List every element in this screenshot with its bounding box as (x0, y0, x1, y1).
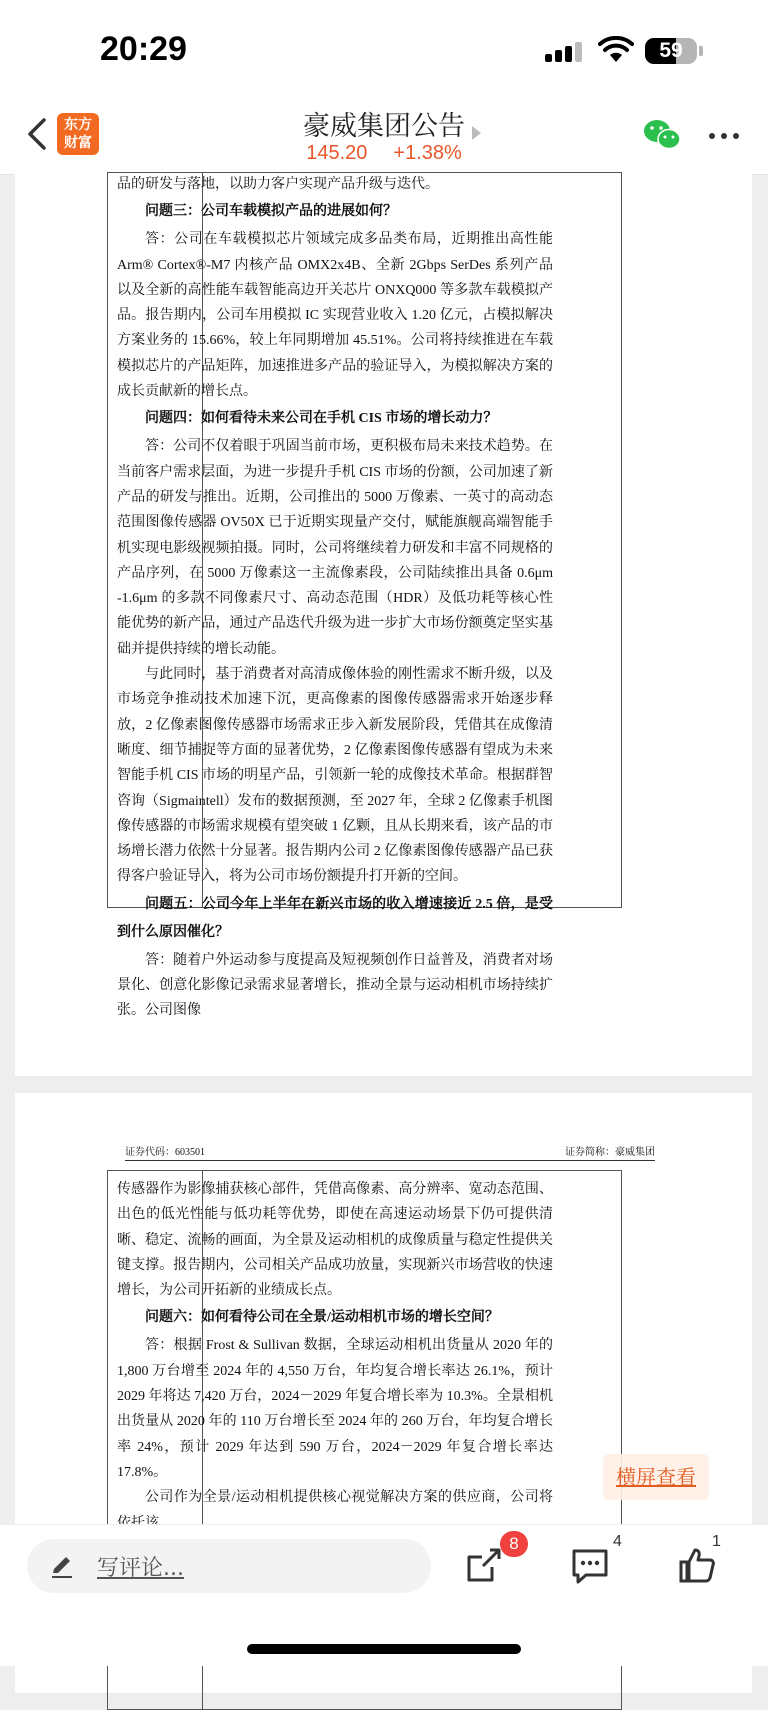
share-icon[interactable] (464, 1545, 504, 1585)
status-time: 20:29 (100, 30, 187, 68)
stock-short-name: 证券简称：豪威集团 (565, 1147, 655, 1158)
answer-paragraph: 品的研发与落地，以助力客户实现产品升级与迭代。 (117, 177, 439, 192)
page-title[interactable]: 豪威集团公告 (303, 111, 465, 142)
wifi-icon (597, 36, 635, 64)
battery-icon (645, 38, 697, 64)
page-header (125, 1143, 655, 1161)
document-text (117, 172, 553, 1024)
document-page-1 (15, 174, 752, 1076)
signal-icon (545, 40, 585, 62)
document-text (117, 1177, 553, 1536)
battery-percent: 59 (659, 39, 683, 62)
home-indicator[interactable] (247, 1644, 521, 1654)
answer-paragraph: 答：随着户外运动参与度提高及短视频创作日益普及，消费者对场景化、创意化影像记录需求显著增长，推动全景与运动相机市场持续扩张。公司图像 (117, 952, 553, 1019)
edit-icon (49, 1553, 75, 1579)
comment-input[interactable] (27, 1539, 431, 1593)
question-heading: 问题四：如何看待未来公司在手机 CIS 市场的增长动力？ (145, 411, 498, 427)
answer-paragraph: 与此同时，基于消费者对高清成像体验的刚性需求不断升级，以及市场竞争推动技术加速下沉，更高像素的图像传感器需求开始逐步释放，2 亿像素图像传感器市场需求正步入新发展阶段，凭借其在成像清晰度、细节捕捉等方面的显著优势，2 亿像素图像传感器有望成为未来智能手机 CIS 市场的明星产品，引领新一轮的成像技术革命。根据群智咨询（Sigmaintell）发布的数据预测，至 2027 年，全球 2 亿像素手机图像传感器的市场需求规模有望突破 1 亿颗，且从长期来看，该产品的市场增长潜力依然十分显著。报告期内公司 2 亿像素图像传感器产品已获得客户验证导入，将为公司市场份额提升打开新的空间。 (117, 667, 553, 885)
brand-logo[interactable]: 东方财富 (57, 113, 99, 155)
bottom-action-bar (0, 1524, 768, 1666)
stock-code: 证券代码：603501 (125, 1147, 205, 1158)
question-heading: 问题五：公司今年上半年在新兴市场的收入增速接近 2.5 倍，是受到什么原因催化？ (117, 896, 553, 940)
battery-tip (699, 46, 703, 56)
answer-paragraph: 答：公司不仅着眼于巩固当前市场，更积极布局未来技术趋势。在当前客户需求层面，为进一步提升手机 CIS 市场的份额，公司加速了新产品的研发与推出。近期，公司推出的 5000 万像素、一英寸的高动态范围图像传感器 OV50X 已于近期实现量产交付，赋能旗舰高端智能手机实现电影级视频拍摄。同时，公司将继续着力研发和丰富不同规格的产品序列，在 5000 万像素这一主流像素段，公司陆续推出具备 0.6μm -1.6μm 的多款不同像素尺寸、高动态范围（HDR）及低功耗等核心性能优势的新产品，通过产品迭代升级为进一步扩大市场份额奠定坚实基础并提供持续的增长动能。 (117, 439, 553, 657)
question-heading: 问题六：如何看待公司在全景/运动相机市场的增长空间？ (145, 1310, 499, 1326)
answer-paragraph: 传感器作为影像捕获核心部件，凭借高像素、高分辨率、宽动态范围、出色的低光性能与低功耗等优势，即使在高速运动场景下仍可提供清晰、稳定、流畅的画面，为全景及运动相机的成像质量与稳定性提供关键支撑。报告期内，公司相关产品成功放量，实现新兴市场营收的快速增长，为公司开拓新的业绩成长点。 (117, 1182, 553, 1299)
answer-paragraph: 答：公司在车载模拟芯片领域完成多品类布局，近期推出高性能 Arm® Cortex®-M7 内核产品 OMX2x4B、全新 2Gbps SerDes 系列产品以及全新的高性能车载智能高边开关芯片 ONXQ000 等多款车载模拟产品。报告期内，公司车用模拟 IC 实现营业收入 1.20 亿元，占模拟解决方案业务的 15.66%，较上年同期增加 45.51%。公司将持续推进在车载模拟芯片的产品矩阵，加速推进多产品的验证导入，为模拟解决方案的成长贡献新的增长点。 (117, 232, 553, 400)
like-count: 1 (712, 1533, 721, 1550)
landscape-view-button[interactable]: 横屏查看 (603, 1454, 709, 1500)
answer-paragraph: 答：根据 Frost & Sullivan 数据，全球运动相机出货量从 2020 年的 1,800 万台增至 2024 年的 4,550 万台，年均复合增长率达 26.1%，预计 2029 年将达 7,420 万台，2024－2029 年复合增长率为 10.3%。全景相机出货量从 2020 年的 110 万台增长至 2024 年的 260 万台，年均复合增长率 24%，预计 2029 年达到 590 万台，2024－2029 年复合增长率达 17.8%。 (117, 1338, 553, 1480)
comment-icon[interactable] (570, 1545, 610, 1585)
status-bar (0, 0, 768, 96)
comment-placeholder: 写评论... (97, 1556, 184, 1581)
more-icon[interactable] (708, 132, 740, 140)
question-heading: 问题三：公司车载模拟产品的进展如何？ (145, 204, 397, 220)
answer-paragraph: 公司作为全景/运动相机提供核心视觉解决方案的供应商，公司将 (145, 1490, 553, 1506)
title-arrow-icon[interactable] (472, 126, 481, 140)
nav-bar (0, 96, 768, 175)
share-badge: 8 (500, 1531, 528, 1557)
wechat-icon[interactable] (642, 118, 682, 152)
like-icon[interactable] (677, 1545, 717, 1585)
comment-count: 4 (613, 1533, 622, 1550)
stock-price: 145.20 (306, 142, 368, 164)
stock-change: +1.38% (393, 142, 462, 164)
